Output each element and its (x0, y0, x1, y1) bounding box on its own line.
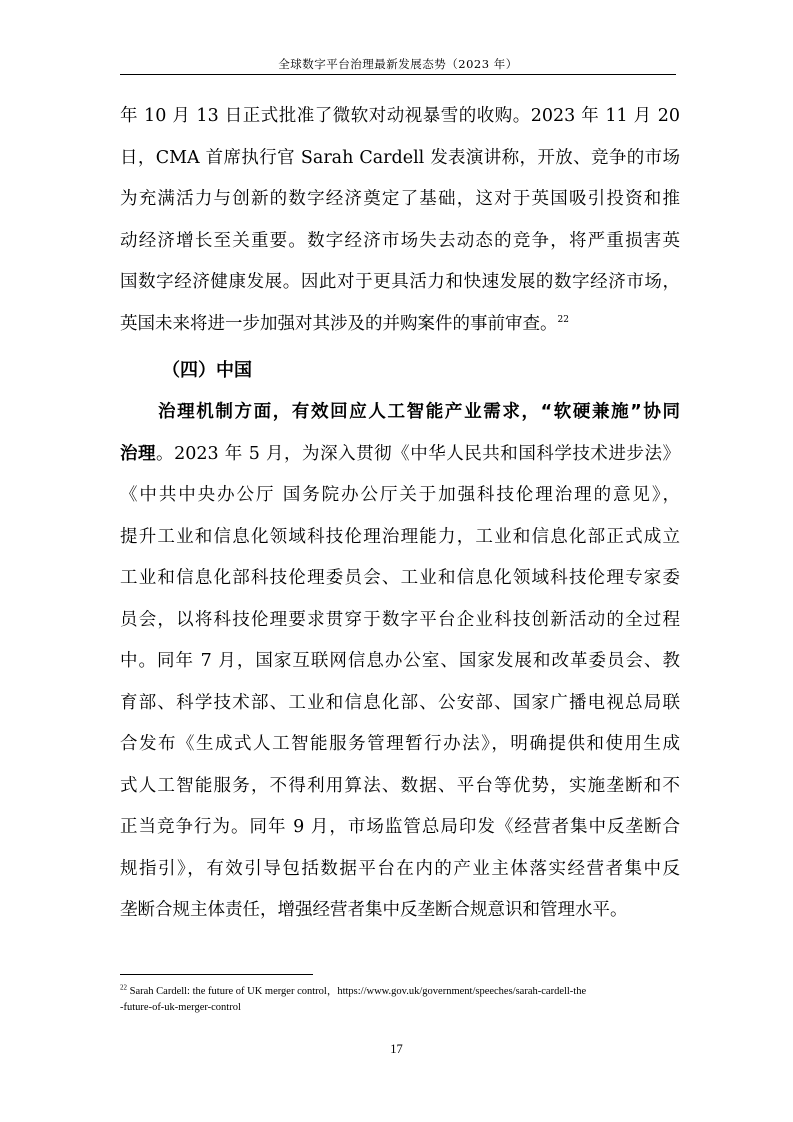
lead-sentence: 治理机制方面，有效回应人工智能产业需求，“软硬兼施”协同 (158, 402, 680, 422)
paragraph-line: 国数字经济健康发展。因此对于更具活力和快速发展的数字经济市场， (120, 272, 680, 292)
paragraph-line: 式人工智能服务，不得利用算法、数据、平台等优势，实施垄断和不 (120, 775, 680, 796)
paragraph-line: 动经济增长至关重要。数字经济市场失去动态的竞争，将严重损害英 (120, 230, 680, 251)
paragraph-2 (120, 392, 680, 932)
footnote-line (120, 984, 676, 1000)
footnote-number: 22 (120, 983, 127, 992)
footnote-reference[interactable]: 22 (557, 314, 569, 325)
paragraph-line-text: 英国未来将进一步加强对其涉及的并购案件的事前审查。 (120, 313, 558, 334)
paragraph-1 (120, 96, 680, 345)
section-heading: （四）中国 (162, 360, 252, 381)
footnote-line[interactable]: -future-of-uk-merger-control (120, 1002, 241, 1013)
paragraph-line: 工业和信息化部科技伦理委员会、工业和信息化领域科技伦理专家委 (120, 568, 680, 588)
paragraph-line (120, 434, 680, 476)
paragraph-line: 员会，以将科技伦理要求贯穿于数字平台企业科技创新活动的全过程 (120, 609, 680, 630)
paragraph-line-text: 。2023 年 5 月，为深入贯彻《中华人民共和国科学技术进步法》 (156, 443, 680, 464)
paragraph-line: 规指引》，有效引导包括数据平台在内的产业主体落实经营者集中反 (120, 858, 680, 879)
header-rule (120, 74, 676, 75)
paragraph-line: 《中共中央办公厅 国务院办公厅关于加强科技伦理治理的意见》， (120, 485, 680, 505)
paragraph-lead-line (120, 392, 680, 434)
paragraph-last-line: 垄断合规主体责任，增强经营者集中反垄断合规意识和管理水平。 (120, 900, 628, 920)
paragraph-line: 合发布《生成式人工智能服务管理暂行办法》，明确提供和使用生成 (120, 734, 680, 754)
footnote-rule (120, 974, 313, 975)
lead-sentence-end: 治理 (120, 443, 157, 464)
running-header: 全球数字平台治理最新发展态势（2023 年） (278, 57, 518, 71)
paragraph-line: 年 10 月 13 日正式批准了微软对动视暴雪的收购。2023 年 11 月 20 (120, 106, 680, 126)
paragraph-last-line (120, 304, 680, 346)
paragraph-line: 为充满活力与创新的数字经济奠定了基础，这对于英国吸引投资和推 (120, 189, 680, 209)
page-number: 17 (390, 1042, 403, 1056)
paragraph-line: 提升工业和信息化领域科技伦理治理能力，工业和信息化部正式成立 (120, 526, 680, 547)
footnote (120, 984, 676, 1016)
paragraph-line: 日，CMA 首席执行官 Sarah Cardell 发表演讲称，开放、竞争的市场 (120, 147, 680, 168)
paragraph-line: 正当竞争行为。同年 9 月，市场监管总局印发《经营者集中反垄断合 (120, 817, 680, 837)
paragraph-line: 中。同年 7 月，国家互联网信息办公室、国家发展和改革委员会、教 (120, 651, 680, 671)
paragraph-line: 育部、科学技术部、工业和信息化部、公安部、国家广播电视总局联 (120, 692, 680, 713)
footnote-text[interactable]: Sarah Cardell: the future of UK merger control，https://www.gov.uk/government/speeches/sarah-cardell-the (129, 986, 587, 997)
